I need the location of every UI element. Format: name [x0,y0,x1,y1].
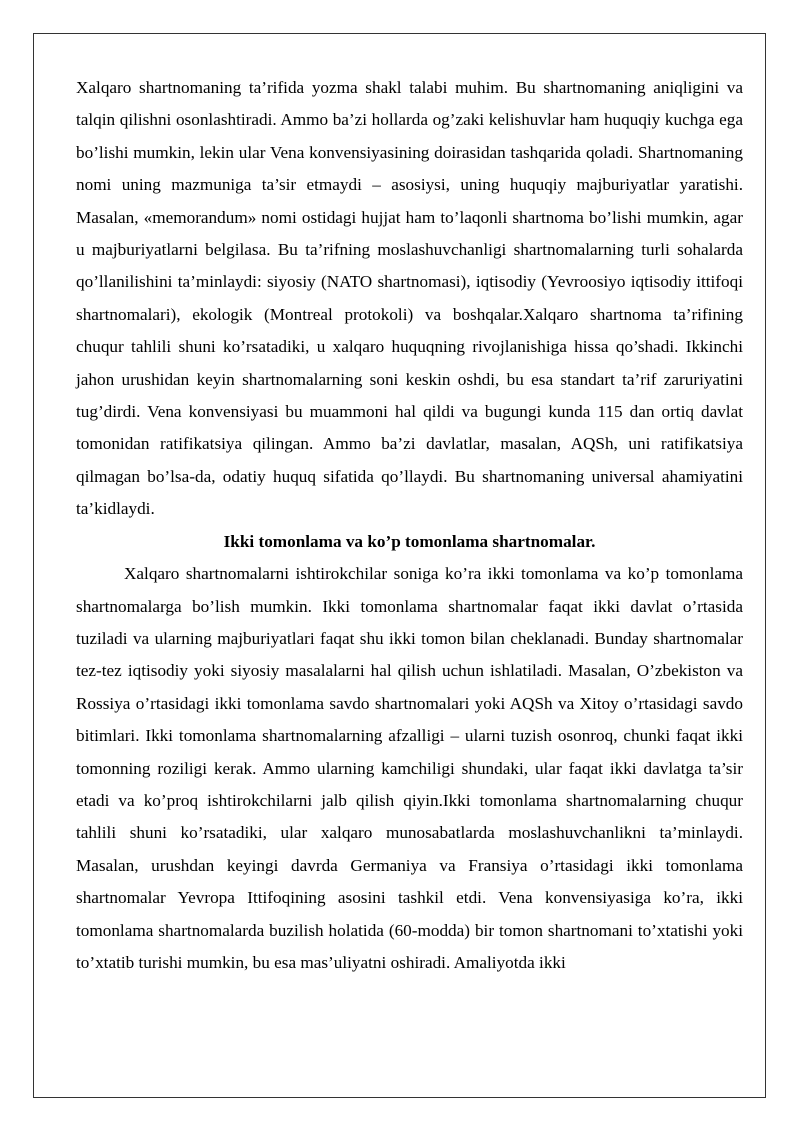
document-body [76,72,743,979]
paragraph-bilateral-multilateral: Xalqaro shartnomalarni ishtirokchilar soniga ko’ra ikki tomonlama va ko’p tomonlama shartnomalarga bo’lish mumkin. Ikki tomonlama shartnomalar faqat ikki davlat o’rtasida tuziladi va ularning majburiyatlari faqat shu ikki tomon bilan cheklanadi. Bunday shartnomalar tez-tez iqtisodiy yoki siyosiy masalalarni hal qilish uchun ishlatiladi. Masalan, O’zbekiston va Rossiya o’rtasidagi ikki tomonlama savdo shartnomalari yoki AQSh va Xitoy o’rtasidagi savdo bitimlari. Ikki tomonlama shartnomalarning afzalligi – ularni tuzish osonroq, chunki faqat ikki tomonning roziligi kerak. Ammo ularning kamchiligi shundaki, ular faqat ikki davlatga ta’sir etadi va ko’proq ishtirokchilarni jalb qilish qiyin.Ikki tomonlama shartnomalarning chuqur tahlili shuni ko’rsatadiki, ular xalqaro munosabatlarda moslashuvchanlikni ta’minlaydi. Masalan, urushdan keyingi davrda Germaniya va Fransiya o’rtasidagi ikki tomonlama shartnomalar Yevropa Ittifoqining asosini tashkil etdi. Vena konvensiyasiga ko’ra, ikki tomonlama shartnomalarda buzilish holatida (60-modda) bir tomon shartnomani to’xtatishi yoki to’xtatib turishi mumkin, bu esa mas’uliyatni oshiradi. Amaliyotda ikki [76,564,743,972]
paragraph-treaty-definition: Xalqaro shartnomaning ta’rifida yozma shakl talabi muhim. Bu shartnomaning aniqligini va talqin qilishni osonlashtiradi. Ammo ba’zi hollarda og’zaki kelishuvlar ham huquqiy kuchga ega bo’lishi mumkin, lekin ular Vena konvensiyasining doirasidan tashqarida qoladi. Shartnomaning nomi uning mazmuniga ta’sir etmaydi – asosiysi, uning huquqiy majburiyatlar yaratishi. Masalan, «memorandum» nomi ostidagi hujjat ham to’laqonli shartnoma bo’lishi mumkin, agar u majburiyatlarni belgilasa. Bu ta’rifning moslashuvchanligi shartnomalarning turli sohalarda qo’llanilishini ta’minlaydi: siyosiy (NATO shartnomasi), iqtisodiy (Yevroosiyo iqtisodiy ittifoqi shartnomalari), ekologik (Montreal protokoli) va boshqalar.Xalqaro shartnoma ta’rifining chuqur tahlili shuni ko’rsatadiki, u xalqaro huquqning rivojlanishiga hissa qo’shadi. Ikkinchi jahon urushidan keyin shartnomalarning soni keskin oshdi, bu esa standart ta’rif zaruriyatini tug’dirdi. Vena konvensiyasi bu muammoni hal qildi va bugungi kunda 115 dan ortiq davlat tomonidan ratifikatsiya qilingan. Ammo ba’zi davlatlar, masalan, AQSh, uni ratifikatsiya qilmagan bo’lsa-da, odatiy huquq sifatida qo’llaydi. Bu shartnomaning universal ahamiyatini ta’kidlaydi. [76,78,743,519]
section-heading: Ikki tomonlama va ko’p tomonlama shartnomalar. [223,531,596,551]
